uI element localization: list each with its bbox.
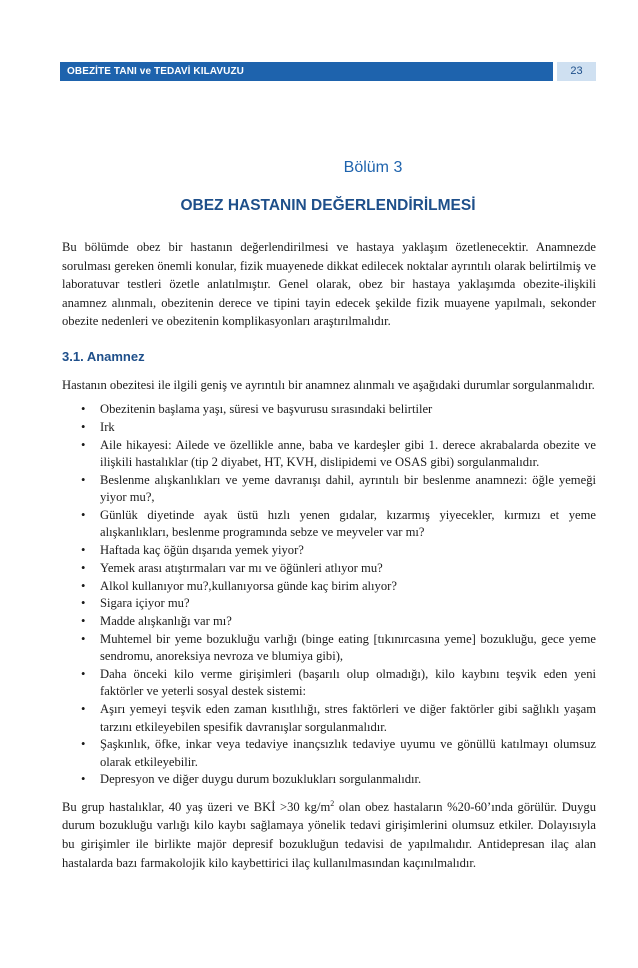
bullet-item-text: Sigara içiyor mu? bbox=[100, 596, 190, 611]
page-number-box bbox=[557, 62, 596, 81]
bullet-point-icon: • bbox=[81, 437, 86, 452]
bullet-item bbox=[62, 701, 596, 736]
bullet-point-icon: • bbox=[81, 402, 86, 417]
bullet-item-text: Muhtemel bir yeme bozukluğu varlığı (binge eating [tıkınırcasına yeme] bozukluğu, gece yeme sendromu, anoreksiya nevroza ve blumiya gibi), bbox=[100, 632, 596, 664]
closing-text-start: Bu grup hastalıklar, 40 yaş üzeri ve BKİ >30 kg/m bbox=[62, 799, 331, 814]
bullet-item bbox=[62, 437, 596, 472]
bullet-point-icon: • bbox=[81, 614, 86, 629]
bullet-point-icon: • bbox=[81, 737, 86, 752]
bullet-item bbox=[62, 578, 596, 595]
bullet-item-text: Aile hikayesi: Ailede ve özellikle anne, baba ve kardeşler gibi 1. derece akrabalarda obezite ve ilişkili hastalıklar (tip 2 diyabet, HT, KVH, dislipidemi ve OSAS gibi) sorgulanmalıdır. bbox=[100, 437, 596, 470]
bullet-item-text: Günlük diyetinde ayak üstü hızlı yenen gıdalar, kızarmış yiyecekler, kırmızı et yeme alışkanlıkları, beslenme programında sebze ve meyveler var mı? bbox=[100, 507, 596, 540]
closing-text-end: olan obez hastaların %20-60’ında görülür. Duygu durum bozukluğu varlığı kilo kaybı sağlamaya yönelik tedavi girişimlerini olumsuz etkiler. Dolayısıyla bu girişimler ile birlikte majör depresif bozukluğun tedavisi de yapılmalıdır. Antidepresan ilaç alan hastalarda bazı farmakolojik kilo kaybettirici ilaç kullanılmasından kaçınılmalıdır. bbox=[62, 799, 596, 870]
chapter-title: OBEZ HASTANIN DEĞERLENDİRİLMESİ bbox=[180, 197, 476, 214]
chapter-number: Bölüm 3 bbox=[343, 159, 403, 176]
bullet-item bbox=[62, 771, 596, 788]
bullet-item-text: Madde alışkanlığı var mı? bbox=[100, 614, 232, 629]
intro-paragraph: Bu bölümde obez bir hastanın değerlendirilmesi ve hastaya yaklaşım özetlenecektir. Anamnezde sorulması gereken önemli konular, fizik muayenede dikkat edilecek noktalar ayrıntılı olarak belirtilmiş ve laboratuvar testleri özetle anlatılmıştır. Genel olarak, obez bir hastaya yaklaşımda obezite-ilişkili anamnez alınmalı, obezitenin derece ve tipini tayin edecek şekilde fizik muayene yapılmalı, sekonder obezite nedenleri ve obezitenin komplikasyonları araştırılmalıdır. bbox=[62, 240, 596, 329]
bullet-item bbox=[62, 560, 596, 577]
bullet-item-text: Depresyon ve diğer duygu durum bozuklukları sorgulanmalıdır. bbox=[100, 772, 422, 787]
bullet-point-icon: • bbox=[81, 472, 86, 487]
bullet-point-icon: • bbox=[81, 702, 86, 717]
running-header-title: OBEZİTE TANI ve TEDAVİ KILAVUZU bbox=[67, 66, 244, 77]
section-heading: 3.1. Anamnez bbox=[62, 348, 145, 364]
bullet-item-text: Beslenme alışkanlıkları ve yeme davranışı dahil, ayrıntılı bir beslenme anamnezi: öğle yemeği yiyor mu?, bbox=[100, 472, 596, 505]
running-header-bar bbox=[60, 62, 553, 81]
page-body bbox=[62, 238, 596, 872]
bullet-item bbox=[62, 419, 596, 436]
bullet-item-text: Irk bbox=[100, 419, 115, 434]
bullet-item bbox=[62, 542, 596, 559]
closing-paragraph bbox=[62, 795, 596, 873]
bullet-point-icon: • bbox=[81, 560, 86, 575]
bullet-item-text: Obezitenin başlama yaşı, süresi ve başvurusu sırasındaki belirtiler bbox=[100, 402, 433, 417]
bullet-item-text: Haftada kaç öğün dışarıda yemek yiyor? bbox=[100, 543, 304, 558]
bullet-item bbox=[62, 595, 596, 612]
closing-superscript: 2 bbox=[330, 798, 335, 808]
bullet-item-text: Yemek arası atıştırmaları var mı ve öğünleri atlıyor mu? bbox=[100, 560, 383, 575]
bullet-item-text: Alkol kullanıyor mu?,kullanıyorsa günde kaç birim alıyor? bbox=[100, 578, 397, 593]
bullet-item-text: Aşırı yemeyi teşvik eden zaman kısıtlılığı, stres faktörleri ve diğer faktörler gibi sağlıklı yaşam tarzını etkileyebilen spesifik davranışlar sorgulanmalıdır. bbox=[100, 702, 596, 734]
bullet-point-icon: • bbox=[81, 667, 86, 682]
bullet-point-icon: • bbox=[81, 772, 86, 787]
page-number: 23 bbox=[570, 65, 583, 77]
bullet-list bbox=[62, 401, 596, 789]
bullet-point-icon: • bbox=[81, 543, 86, 558]
bullet-item bbox=[62, 507, 596, 542]
bullet-item-text: Şaşkınlık, öfke, inkar veya tedaviye inançsızlık tedaviye uyumu ve gönüllü katılmayı olumsuz olarak etkileyebilir. bbox=[100, 737, 596, 769]
bullet-point-icon: • bbox=[81, 578, 86, 593]
bullet-item bbox=[62, 401, 596, 418]
bullet-item bbox=[62, 613, 596, 630]
bullet-item bbox=[62, 472, 596, 507]
section-lead-paragraph: Hastanın obezitesi ile ilgili geniş ve ayrıntılı bir anamnez alınmalı ve aşağıdaki durumlar sorgulanmalıdır. bbox=[62, 377, 595, 392]
bullet-item bbox=[62, 736, 596, 771]
bullet-item bbox=[62, 631, 596, 666]
bullet-item-text: Daha önceki kilo verme girişimleri (başarılı olup olmadığı), kilo kaybını teşvik eden yeni faktörler ve yeterli sosyal destek sistemi: bbox=[100, 667, 596, 699]
bullet-point-icon: • bbox=[81, 507, 86, 522]
bullet-item bbox=[62, 666, 596, 701]
bullet-point-icon: • bbox=[81, 632, 86, 647]
bullet-point-icon: • bbox=[81, 419, 86, 434]
bullet-point-icon: • bbox=[81, 596, 86, 611]
